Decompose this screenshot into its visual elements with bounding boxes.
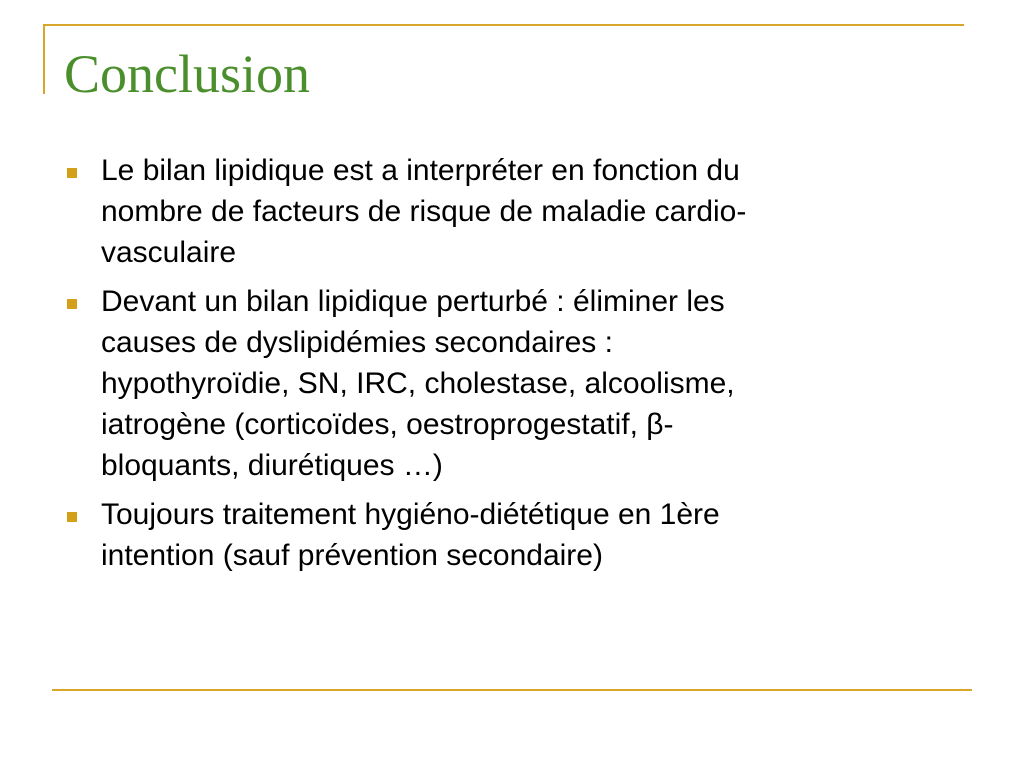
square-bullet-icon [67,512,77,522]
footer-divider [52,689,972,691]
bullet-item [64,281,934,486]
top-frame-line [43,24,964,26]
left-frame-line [43,24,45,94]
slide-title: Conclusion [64,44,311,104]
square-bullet-icon [67,299,77,309]
bullet-item [64,150,934,273]
bullet-list [64,150,934,584]
bullet-text: Le bilan lipidique est a interpréter en fonction du nombre de facteurs de risque de maladie cardio- vasculaire [101,154,747,269]
bullet-text: Toujours traitement hygiéno-diététique en 1ère intention (sauf prévention secondaire) [101,498,720,572]
bullet-text: Devant un bilan lipidique perturbé : éliminer les causes de dyslipidémies secondaires : hypothyroïdie, SN, IRC, cholestase, alcoolisme, iatrogène (corticoïdes, oestroprogestatif, β- bloquants, diurétiques …) [101,285,735,482]
bullet-item [64,494,934,576]
square-bullet-icon [67,168,77,178]
